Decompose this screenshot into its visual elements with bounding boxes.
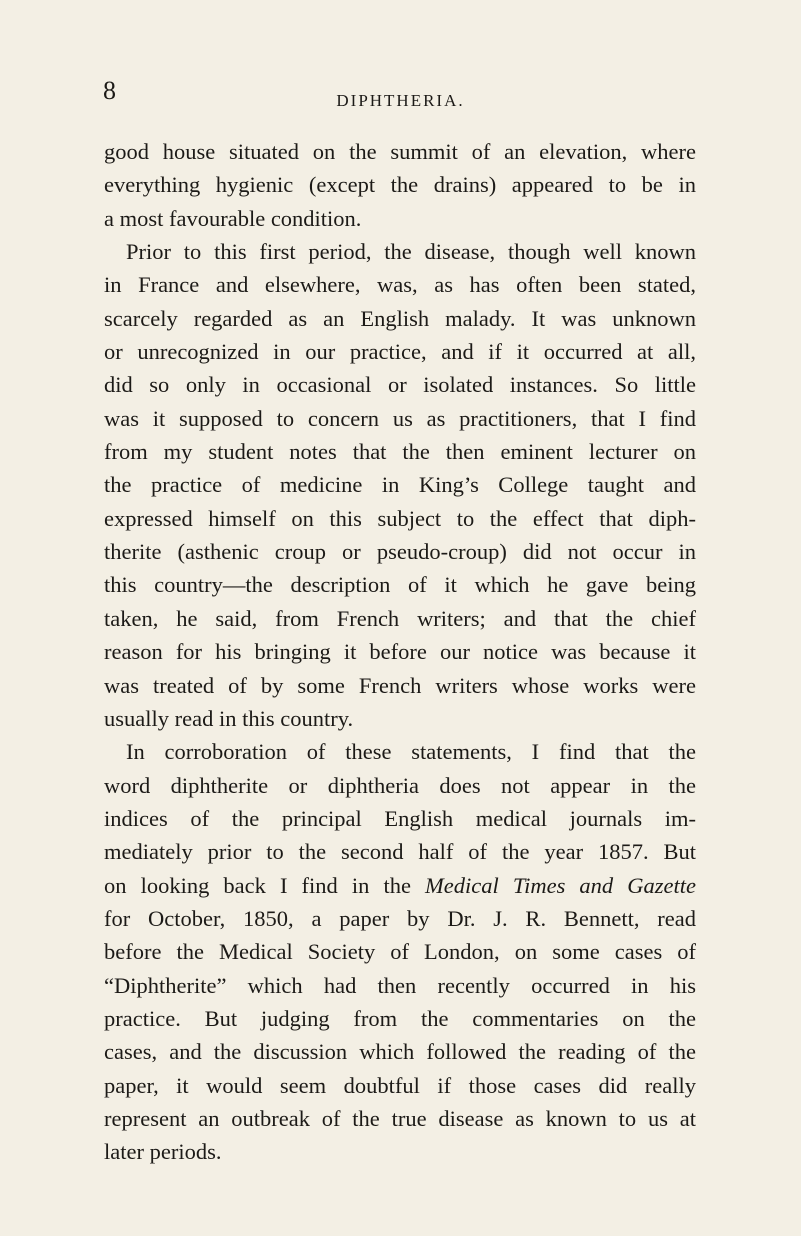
text-line: taken, he said, from French writers; and that the chief	[104, 605, 696, 631]
text-line: cases, and the discussion which followed the reading of the	[104, 1039, 696, 1065]
text-line: everything hygienic (except the drains) appeared to be in	[104, 172, 696, 198]
text-line: before the Medical Society of London, on some cases of	[104, 939, 696, 965]
text-line: usually read in this country.	[104, 705, 354, 731]
text-line: mediately prior to the second half of the year 1857. But	[104, 839, 696, 865]
text-line: this country—the description of it which he gave being	[104, 572, 696, 598]
text-line: expressed himself on this subject to the effect that diph-	[104, 505, 696, 531]
text-line: In corroboration of these statements, I find that the	[126, 739, 696, 765]
text-line: represent an outbreak of the true disease as known to us at	[104, 1105, 696, 1131]
text-line: a most favourable condition.	[104, 205, 362, 231]
text-line: “Diphtherite” which had then recently occurred in his	[104, 972, 696, 998]
text-line: Prior to this first period, the disease, though well known	[126, 239, 696, 265]
text-line: for October, 1850, a paper by Dr. J. R. Bennett, read	[104, 905, 696, 931]
text-line: in France and elsewhere, was, as has often been stated,	[104, 272, 696, 298]
text-line: good house situated on the summit of an elevation, where	[104, 139, 696, 164]
body-text	[104, 135, 696, 1169]
text-line: therite (asthenic croup or pseudo-croup) did not occur in	[104, 539, 696, 565]
text-line: the practice of medicine in King’s College taught and	[104, 472, 696, 498]
text-line: reason for his bringing it before our notice was because it	[104, 639, 696, 665]
text-line: indices of the principal English medical journals im-	[104, 805, 696, 831]
text-line: or unrecognized in our practice, and if it occurred at all,	[104, 339, 696, 365]
text-line: scarcely regarded as an English malady. It was unknown	[104, 305, 696, 331]
text-line: later periods.	[104, 1139, 222, 1165]
text-line: practice. But judging from the commentaries on the	[104, 1005, 696, 1031]
text-line: paper, it would seem doubtful if those cases did really	[104, 1072, 696, 1098]
text-line: was it supposed to concern us as practitioners, that I find	[104, 405, 696, 431]
text-line: from my student notes that the then eminent lecturer on	[104, 439, 696, 465]
running-head: DIPHTHERIA.	[336, 91, 465, 110]
text-line: on looking back I find in the Medical Times and Gazette	[104, 872, 696, 898]
journal-title: Medical Times and Gazette	[425, 872, 696, 898]
text-line: was treated of by some French writers whose works were	[104, 672, 696, 698]
page-number: 8	[103, 76, 116, 105]
text-line: word diphtherite or diphtheria does not appear in the	[104, 772, 696, 798]
text-line: did so only in occasional or isolated instances. So little	[104, 372, 696, 398]
